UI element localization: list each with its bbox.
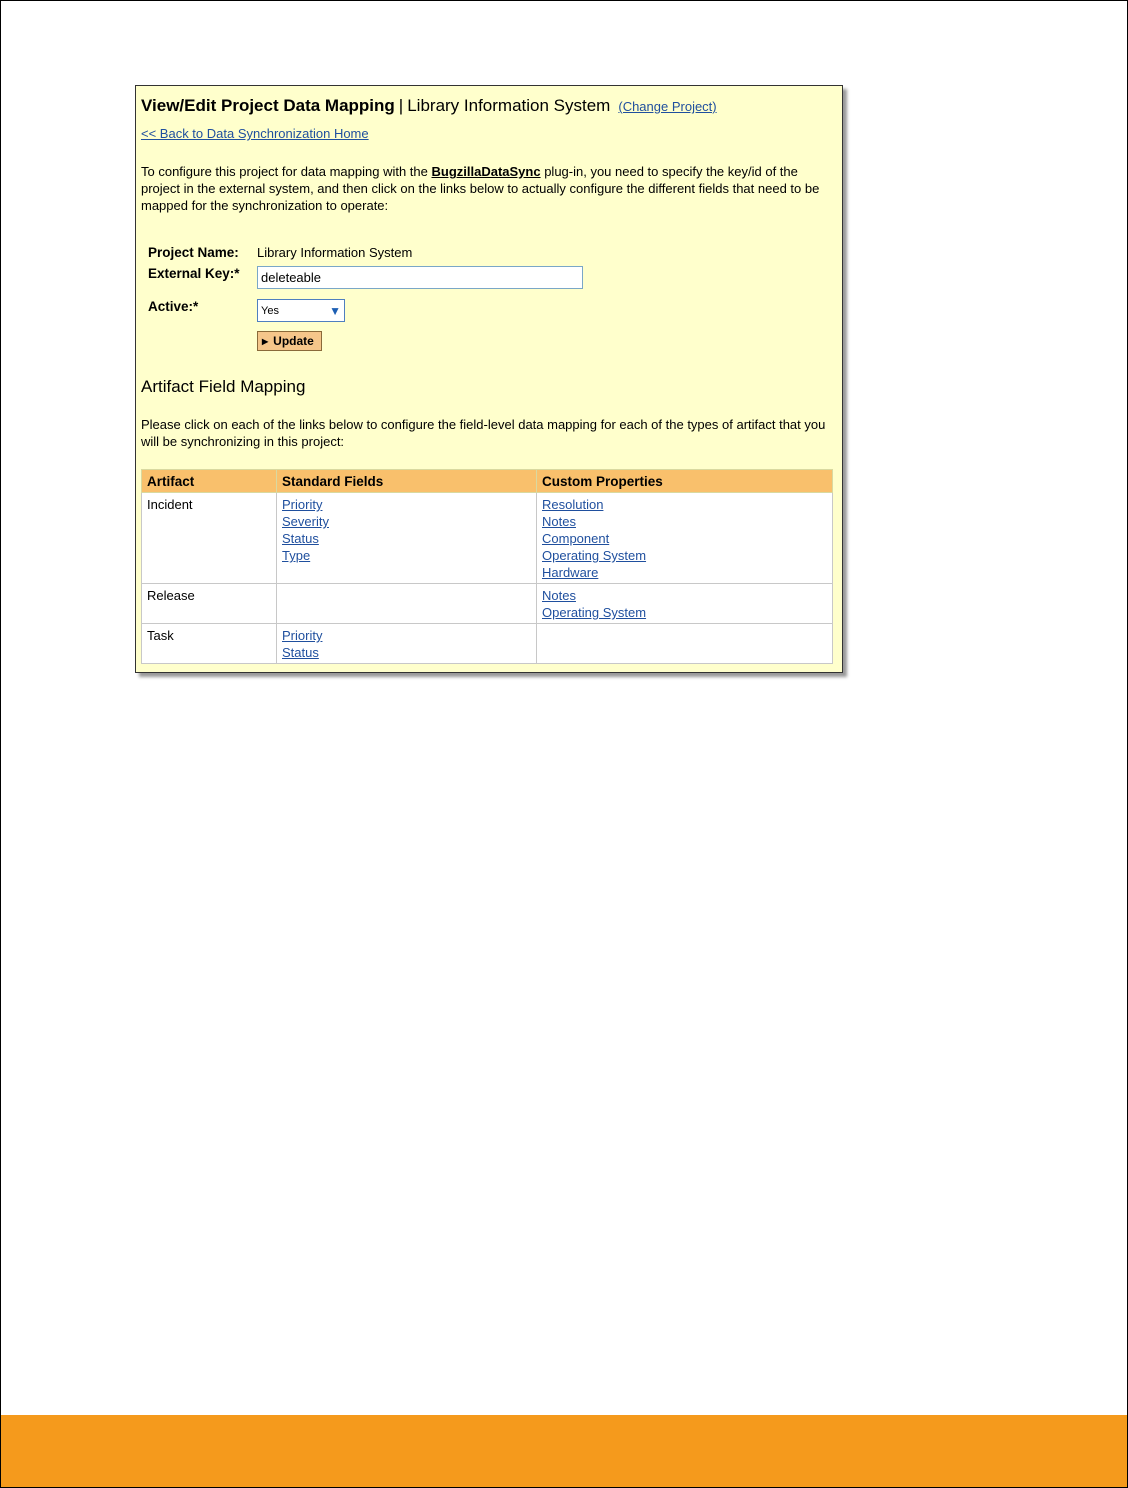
property-link-component[interactable]: Component (542, 531, 610, 546)
custom-properties-cell (537, 624, 833, 664)
project-name-row (148, 242, 833, 262)
custom-properties-cell (537, 493, 833, 584)
active-label: Active:* (148, 299, 199, 314)
chevron-down-icon: ▼ (329, 303, 341, 318)
external-key-label: External Key:* (148, 266, 240, 281)
project-name-value: Library Information System (257, 244, 413, 260)
page-title (141, 96, 833, 116)
update-button[interactable] (257, 331, 322, 351)
footer-bar (1, 1415, 1127, 1487)
column-header-standard-fields: Standard Fields (277, 470, 537, 493)
artifact-mapping-intro: Please click on each of the links below to configure the field-level data mapping for each of the types of artifact that you will be synchronizing in this project: (141, 417, 826, 449)
intro-text-before: To configure this project for data mapping with the (141, 164, 432, 179)
table-row (142, 584, 833, 624)
intro-text (141, 163, 833, 214)
standard-fields-cell (277, 624, 537, 664)
field-link-type[interactable]: Type (282, 548, 311, 563)
update-button-label: Update (273, 334, 314, 348)
property-link-operating-system[interactable]: Operating System (542, 605, 647, 620)
artifact-mapping-table (141, 469, 833, 664)
column-header-custom-properties: Custom Properties (537, 470, 833, 493)
column-header-artifact: Artifact (142, 470, 277, 493)
table-row (142, 493, 833, 584)
artifact-cell: Release (142, 584, 277, 624)
field-link-priority[interactable]: Priority (282, 497, 323, 512)
play-arrow-icon: ▶ (262, 336, 269, 346)
active-select[interactable] (257, 299, 345, 322)
project-mapping-form (148, 242, 833, 351)
intro-text-after: plug-in, you need to specify the key/id of the project in the external system, and then click on the links below to actually configure the different fields that need to be mapped for the synchronization to operate: (141, 164, 820, 213)
active-select-value: Yes (261, 304, 279, 317)
table-row (142, 624, 833, 664)
title-separator: | (398, 96, 404, 115)
table-header-row (142, 470, 833, 493)
field-link-status[interactable]: Status (282, 645, 319, 660)
project-name-label: Project Name: (148, 244, 239, 260)
property-link-notes[interactable]: Notes (542, 514, 576, 529)
page-title-project: Library Information System (407, 96, 611, 115)
field-link-status[interactable]: Status (282, 531, 319, 546)
external-key-row (148, 266, 833, 294)
plugin-name-link[interactable]: BugzillaDataSync (431, 164, 541, 179)
property-link-notes[interactable]: Notes (542, 588, 576, 603)
data-mapping-screenshot (135, 85, 843, 673)
artifact-cell: Incident (142, 493, 277, 584)
page-title-main: View/Edit Project Data Mapping (141, 96, 395, 115)
artifact-mapping-heading: Artifact Field Mapping (141, 377, 306, 396)
property-link-hardware[interactable]: Hardware (542, 565, 599, 580)
field-link-severity[interactable]: Severity (282, 514, 329, 529)
active-row (148, 299, 833, 327)
property-link-operating-system[interactable]: Operating System (542, 548, 647, 563)
artifact-cell: Task (142, 624, 277, 664)
custom-properties-cell (537, 584, 833, 624)
standard-fields-cell (277, 493, 537, 584)
standard-fields-cell (277, 584, 537, 624)
change-project-link[interactable]: (Change Project) (618, 99, 717, 114)
property-link-resolution[interactable]: Resolution (542, 497, 604, 512)
back-to-home-link[interactable]: << Back to Data Synchronization Home (141, 126, 369, 141)
external-key-input[interactable]: deleteable (257, 266, 583, 289)
field-link-priority[interactable]: Priority (282, 628, 323, 643)
